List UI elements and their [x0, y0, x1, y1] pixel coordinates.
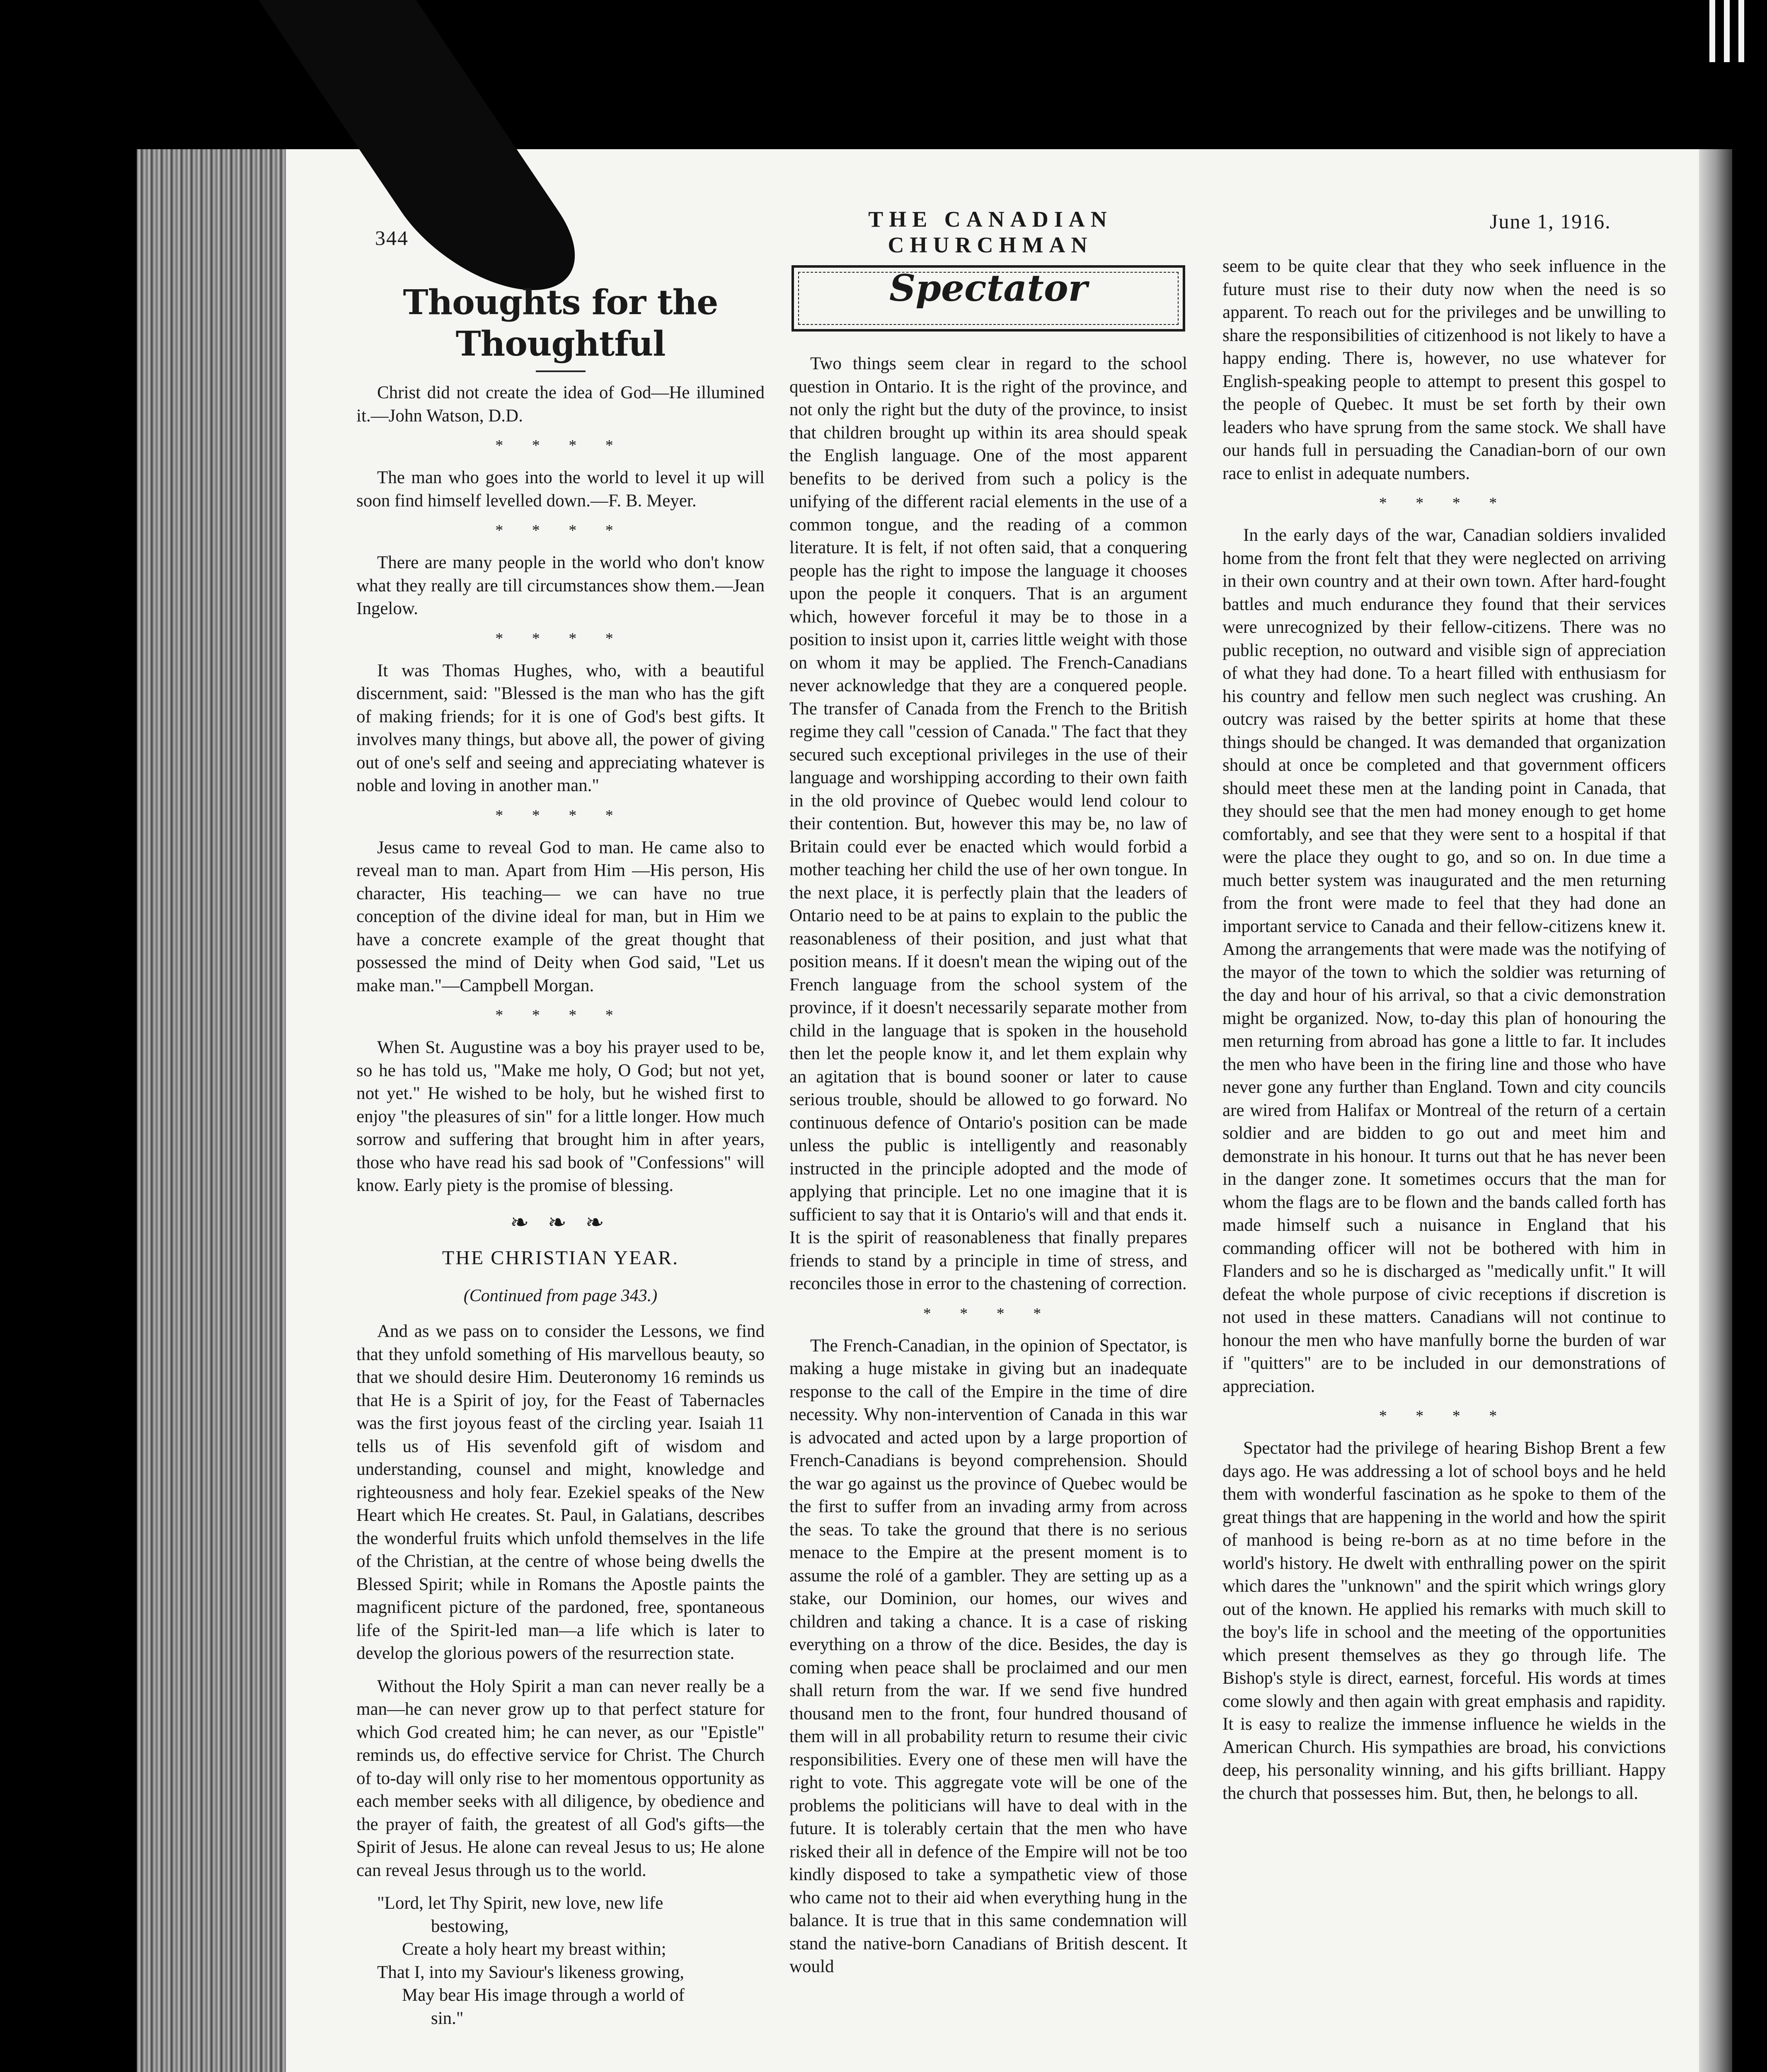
hymn-line: "Lord, let Thy Spirit, new love, new life [377, 1893, 663, 1913]
section-divider-stars: * * * * [495, 806, 626, 824]
column-spectator-continued [1222, 255, 1666, 1815]
section-title-spectator: Spectator [889, 266, 1088, 310]
section-divider-stars: * * * * [495, 437, 626, 454]
hymn-line: That I, into my Saviour's likeness growing, [377, 1962, 685, 1982]
article-paragraph: seem to be quite clear that they who seek influence in the future must rise to their duty now when the need is so apparent. To reach out for the privileges and be unwilling to share the responsibilities of citizenhood is not likely to have a happy ending. There is, however, no use whatever for English-speaking people to attempt to present this gospel to the people of Quebec. It must be set forth by their own leaders who have sprung from the same stock. We shall have our hands full in persuading the Canadian-born of our own race to enlist in adequate numbers. [1222, 257, 1666, 483]
quotation: When St. Augustine was a boy his prayer used to be, so he has told us, "Make me holy, O God; but not yet, not yet." He wished to be holy, but he wished first to enjoy "the pleasures of sin" for a little longer. How much sorrow and suffering that brought him in after years, those who have read his sad book of "Confessions" will know. Early piety is the promise of blessing. [356, 1038, 765, 1195]
section-divider-stars: * * * * [1379, 1407, 1510, 1425]
continued-note: (Continued from page 343.) [463, 1286, 658, 1305]
hymn-verse [356, 1892, 765, 2030]
page-number: 344 [375, 226, 409, 249]
section-divider-stars: * * * * [923, 1305, 1054, 1322]
article-paragraph: And as we pass on to consider the Lessons, we find that they unfold something of His marvellous beauty, so that we should desire Him. Deuteronomy 16 reminds us that He is a Spirit of joy, for the Feast of Tabernacles was the first joyous feast of the circling year. Isaiah 11 tells us of His sevenfold gift of wisdom and understanding, counsel and might, knowledge and righteousness and holy fear. Ezekiel speaks of the New Heart which He creates. St. Paul, in Galatians, describes the wonderful fruits which unfold themselves in the life of the Christian, at the centre of whose being dwells the Blessed Spirit; while in Romans the Apostle paints the magnificent picture of the pardoned, free, spontaneous life of the Spirit-led man—a life which is later to develop the glorious powers of the resurrection state. [356, 1322, 765, 1663]
article-paragraph: The French-Canadian, in the opinion of Spectator, is making a huge mistake in giving but an inadequate response to the call of the Empire in the time of dire necessity. Why non-intervention of Canada in this war is advocated and acted upon by a large proportion of French-Canadians is beyond comprehension. Should the war go against us the province of Quebec would be the first to suffer from an invading army from across the seas. To take the ground that there is no serious menace to the Empire at the present moment is to assume the rolé of a gambler. They are setting up as a stake, our Dominion, our homes, our wives and children and taking a chance. It is a case of risking everything on a throw of the dice. Besides, the day is coming when peace shall be proclaimed and our men shall return from the war. If we send five hundred thousand men to the front, four hundred thousand of them will in all probability return to resume their civic responsibilities. Every one of these men will have the right to vote. This aggregate vote will be one of the problems the politicians will have to deal with in the future. It is tolerably certain that the men who have risked their all in defence of the Empire will not be too kindly disposed to take a sympathetic view of those who came not to their aid when everything hung in the balance. It is true that in this same condemnation will stand the native-born Canadians of British descent. It would [789, 1336, 1187, 1976]
publication-title: THE CANADIAN CHURCHMAN [868, 207, 1113, 257]
section-divider-stars: * * * * [495, 1007, 626, 1024]
section-divider-stars: * * * * [1379, 494, 1510, 512]
section-heading-christian-year: THE CHRISTIAN YEAR. [442, 1247, 679, 1269]
quotation: It was Thomas Hughes, who, with a beautiful discernment, said: "Blessed is the man who has the gift of making friends; for it is one of God's best gifts. It involves many things, but above all, the power of giving out of one's self and seeing and appreciating whatever is noble and loving in another man." [356, 661, 765, 795]
article-paragraph: Two things seem clear in regard to the school question in Ontario. It is the right of the province, and not only the right but the duty of the province, to insist that children brought up within its area should speak the English language. One of the most apparent benefits to be derived from such a policy is the unifying of the different racial elements in the use of a common tongue, and the reading of a common literature. It is felt, if not often said, that a conquering people has the right to impose the language it chooses upon the people it conquers. That is an argument which, however forceful it may be to those in a position to insist upon it, carries little weight with those on whom it may be applied. The French-Canadians never acknowledge that they are a conquered people. The transfer of Canada from the French to the British regime they call "cession of Canada." The fact that they secured such exceptional privileges in the use of their language and worshipping according to their own faith in the old province of Quebec would lend colour to their contention. But, however this may be, no law of Britain could ever be enacted which would forbid a mother teaching her child the use of her own tongue. In the next place, it is perfectly plain that the leaders of Ontario need to be at pains to explain to the public the reasonableness of their position, and just what that position means. If it doesn't mean the wiping out of the French language from the school system of the province, if it doesn't necessarily separate mother from child in the language that is spoken in the household then let the people know it, and let them explain why an agitation that is bound sooner or later to cause serious trouble, should be allowed to go forward. No continuous defence of Ontario's position can be made unless the public is intelligently and reasonably instructed in the principle adopted and the mode of applying that principle. Let no one imagine that it is sufficient to say that it is Ontario's will and that ends it. It is the spirit of reasonableness that finally prepares friends to stand by a principle in time of stress, and reconciles those in error to the chastening of correction. [789, 354, 1187, 1293]
quotation: Jesus came to reveal God to man. He came also to reveal man to man. Apart from Him —His person, His character, His teaching— we can have no true conception of the divine ideal for man, but in Him we have a concrete example of the great thought that possessed the mind of Deity when God said, "Let us make man."—Campbell Morgan. [356, 838, 765, 995]
film-edge-mark [1738, 0, 1744, 62]
film-edge-mark [1709, 0, 1715, 62]
section-divider-stars: * * * * [495, 629, 626, 647]
quotation: There are many people in the world who don't know what they really are till circumstances show them.—Jean Ingelow. [356, 553, 765, 618]
spectator-title-box [792, 265, 1185, 332]
title-rule [536, 370, 586, 372]
opposite-page-edge [1699, 149, 1732, 2072]
article-paragraph: In the early days of the war, Canadian soldiers invalided home from the front felt that they were neglected on arriving in their own country and at their own town. After hard-fought battles and much endurance they found that their services were unrecognized by their fellow-citizens. There was no public reception, no outward and visible sign of appreciation of what they had done. To a heart filled with enthusiasm for his country and fellow men such neglect was crushing. An outcry was raised by the better spirits at home that these things should be changed. It was demanded that organization should at once be completed and that government officers should meet these men at the landing point in Canada, that they should see that the men had money enough to get home comfortably, and see that they were sent to a hospital if that were the place they ought to go, and so on. In due time a much better system was inaugurated and the men returning from the front were made to feel that they had done an important service to Canada and their fellow-citizens knew it. Among the arrangements that were made was the notifying of the mayor of the town to which the soldier was returning of the day and hour of his arrival, so that a civic demonstration might be organized. Now, to-day this plan of honouring the men returning from abroad has gone a little to far. It includes the men who have been in the firing line and those who have never gone any further than England. Town and city councils are wired from Halifax or Montreal of the return of a certain soldier and are bidden to go out and meet him and demonstrate in his honour. It turns out that he has never been in the danger zone. It sometimes occurs that the man for whom the flags are to be flown and the bands called forth has made himself such a nuisance in England that his commanding officer will not be bothered with him in Flanders and so he is discharged as "medically unfit." It will defeat the whole purpose of civic receptions if discretion is not used in these matters. Canadians will not continue to honour the men who have manfully borne the burden of war if "quitters" are to be included in our demonstrations of appreciation. [1222, 525, 1666, 1396]
film-edge-mark [1724, 0, 1730, 62]
article-paragraph: Without the Holy Spirit a man can never really be a man—he can never grow up to that perfect stature for which God created him; he can never, as our "Epistle" reminds us, do effective service for Christ. The Church of to-day will only rise to her momentous opportunity as each member seeks with all diligence, by obedience and the prayer of faith, the greatest of all God's gifts—the Spirit of Jesus. He alone can reveal Jesus to us; He alone can reveal Jesus through us to the world. [356, 1676, 765, 1880]
hymn-line: May bear His image through a world of [402, 1985, 685, 2005]
column-spectator [789, 265, 1187, 1988]
section-title-thoughts: Thoughts for the Thoughtful [403, 283, 718, 364]
fleuron-ornament: ❧ ❧ ❧ [510, 1210, 611, 1235]
hymn-line: Create a holy heart my breast within; [402, 1939, 666, 1959]
book-spine-edges [137, 149, 286, 2072]
hymn-line: bestowing, [431, 1916, 509, 1936]
column-thoughts [356, 265, 765, 2040]
quotation: The man who goes into the world to level it up will soon find himself levelled down.—F. B. Meyer. [356, 468, 765, 511]
quotation: Christ did not create the idea of God—He illumined it.—John Watson, D.D. [356, 383, 765, 426]
issue-date: June 1, 1916. [1490, 210, 1611, 233]
article-paragraph: Spectator had the privilege of hearing Bishop Brent a few days ago. He was addressing a lot of school boys and he held them with wonderful fascination as he spoke to them of the great things that are happening in the world and how the spirit of manhood is being re-born as at no time before in the world's history. He dwelt with enthralling power on the spirit which dares the "unknown" and the spirit which wrings glory out of the known. He applied his remarks with much skill to the boy's life in school and the meeting of the opportunities which present themselves as they go through life. The Bishop's style is direct, earnest, forceful. His words at times come slowly and then again with great emphasis and rapidity. It is easy to realize the immense influence he wields in the American Church. His sympathies are broad, his convictions deep, his personality winning, and his gifts brilliant. Happy the church that possesses him. But, then, he belongs to all. [1222, 1438, 1666, 1803]
section-divider-stars: * * * * [495, 522, 626, 539]
hymn-line: sin." [431, 2008, 464, 2028]
